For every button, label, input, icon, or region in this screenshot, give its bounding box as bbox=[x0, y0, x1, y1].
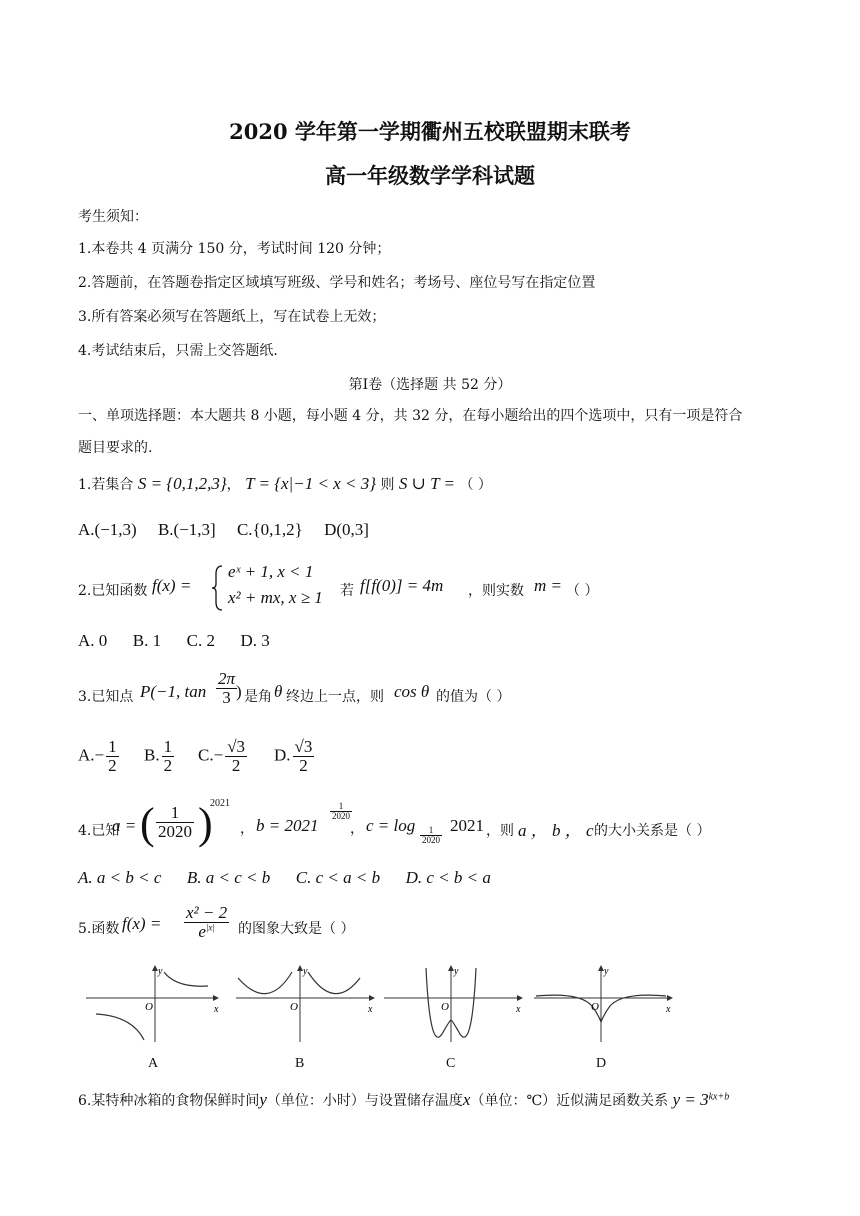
svg-text:x: x bbox=[214, 1004, 219, 1015]
q3-mid2: 终边上一点，则 bbox=[286, 689, 384, 705]
q3-point-post: ) bbox=[236, 682, 242, 701]
part1-instructions-line2: 题目要求的. bbox=[78, 440, 153, 456]
q4-option-a: A. a < b < c bbox=[78, 868, 162, 887]
graph-label-a: A bbox=[148, 1056, 159, 1071]
q2-fx: f(x) = bbox=[152, 576, 192, 595]
q3-prefix: 3.已知点 bbox=[78, 689, 134, 705]
q2-brace bbox=[210, 564, 224, 612]
question-4: 4.已知 a = ( $\frac{1}{2020}$ ) 2021 ， b = 2021 $\frac{1}{2020}$ ， c = log $\frac{1}{2020}$ 2021 ，则 a ， b ， c 的大小关系是（ ） bbox=[78, 798, 711, 848]
svg-text:x: x bbox=[516, 1004, 521, 1015]
q4-vars: a ， b ， c bbox=[518, 821, 594, 840]
q2-option-d: D. 3 bbox=[240, 631, 270, 650]
q1-set-s: S = {0,1,2,3} bbox=[137, 474, 227, 493]
q5-graphs bbox=[80, 962, 780, 1072]
q3-point-pre: P(−1, tan bbox=[140, 682, 207, 701]
q3-mid: 是角 bbox=[244, 689, 272, 705]
graph-a bbox=[86, 966, 219, 1042]
svg-text:O: O bbox=[441, 1001, 449, 1013]
notice-item: 2.答题前，在答题卷指定区域填写班级、学号和姓名；考场号、座位号写在指定位置 bbox=[78, 275, 596, 291]
q1-set-t: T = {x|−1 < x < 3} bbox=[245, 474, 376, 493]
q3-theta: θ bbox=[274, 682, 283, 701]
graph-label-b: B bbox=[295, 1056, 305, 1071]
svg-text:y: y bbox=[303, 966, 308, 977]
notice-heading: 考生须知： bbox=[78, 209, 148, 225]
q4-b-eq: b = 2021 bbox=[256, 816, 319, 835]
q1-prefix: 1.若集合 bbox=[78, 477, 134, 493]
q2-option-a: A. 0 bbox=[78, 631, 108, 650]
q4-post2: 的大小关系是（ ） bbox=[594, 823, 711, 839]
notice-item: 1.本卷共 4 页满分 150 分，考试时间 120 分钟； bbox=[78, 241, 391, 257]
part1-instructions-line1: 一、单项选择题：本大题共 8 小题，每小题 4 分，共 32 分，在每小题给出的四个选项中，只有一项是符合 bbox=[78, 408, 743, 424]
q4-option-d: D. c < b < a bbox=[405, 868, 491, 887]
q1-union: S ∪ T = bbox=[398, 474, 456, 493]
notice-item: 4.考试结束后，只需上交答题纸. bbox=[78, 343, 278, 359]
q4-options bbox=[78, 868, 491, 888]
q2-condition: f[f(0)] = 4m bbox=[360, 576, 444, 595]
q1-option-a: A.(−1,3) bbox=[78, 520, 137, 539]
q1-paren: （ ） bbox=[459, 477, 492, 493]
graph-label-c: C bbox=[446, 1056, 456, 1071]
svg-text:O: O bbox=[145, 1001, 153, 1013]
svg-text:O: O bbox=[290, 1001, 298, 1013]
q3-cos: cos θ bbox=[394, 682, 430, 701]
q2-case2: x² + mx, x ≥ 1 bbox=[228, 588, 323, 607]
q6-formula: y = 3 bbox=[672, 1090, 709, 1109]
q2-cond-pre: 若 bbox=[340, 583, 354, 599]
q2-option-c: C. 2 bbox=[186, 631, 215, 650]
graph-label-d: D bbox=[596, 1056, 607, 1071]
q5-frac: $\frac{\text{x² − 2}}{e^{|x|}}$ bbox=[186, 903, 228, 941]
graph-c bbox=[384, 966, 522, 1042]
q5-prefix: 5.函数 bbox=[78, 921, 120, 937]
q6-exp: kx+b bbox=[708, 1091, 730, 1103]
q6-t1: （单位：小时）与设置储存温度 bbox=[266, 1093, 463, 1109]
svg-text:x: x bbox=[368, 1004, 373, 1015]
q4-c-arg: 2021 bbox=[450, 816, 484, 835]
q5-fx: f(x) = bbox=[122, 914, 162, 933]
svg-text:y: y bbox=[158, 966, 163, 977]
q4-option-c: C. c < a < b bbox=[295, 868, 381, 887]
q4-c-eq: c = log bbox=[366, 816, 416, 835]
q2-case1: eˣ + 1, x < 1 bbox=[228, 562, 314, 581]
q2-paren: （ ） bbox=[566, 583, 599, 599]
svg-text:x: x bbox=[666, 1004, 671, 1015]
q4-a-exp: 2021 bbox=[210, 798, 230, 809]
question-6 bbox=[78, 1090, 729, 1110]
q4-b-exp: $\frac{1}{2020}$ bbox=[332, 801, 350, 822]
q4-post: ，则 bbox=[486, 823, 514, 839]
q2-cond-post: ，则实数 bbox=[468, 583, 524, 599]
q6-text: 6.某特种冰箱的食物保鲜时间 bbox=[78, 1093, 260, 1109]
graph-b bbox=[236, 966, 374, 1042]
q6-t2: （单位：℃）近似满足函数关系 bbox=[470, 1093, 669, 1109]
question-1 bbox=[78, 474, 492, 494]
q1-sep: ， bbox=[226, 477, 241, 493]
q4-a-eq: a = bbox=[112, 816, 137, 835]
q3-option-a: A.− $\frac{1}{2}$ bbox=[78, 737, 117, 775]
q3-frac bbox=[216, 670, 237, 707]
q4-prefix: 4.已知 bbox=[78, 823, 120, 839]
q3-option-b: B. $\frac{1}{2}$ bbox=[144, 737, 173, 775]
q1-option-b: B.(−1,3] bbox=[157, 520, 216, 539]
svg-text:O: O bbox=[591, 1001, 599, 1013]
notice-item: 3.所有答案必须写在答题纸上，写在试卷上无效； bbox=[78, 309, 386, 325]
section-title: 第Ⅰ卷（选择题 共 52 分） bbox=[348, 377, 512, 393]
svg-text:y: y bbox=[454, 966, 459, 977]
q2-m: m = bbox=[534, 576, 562, 595]
page-title-line1: 2020 学年第一学期衢州五校联盟期末联考 bbox=[229, 119, 631, 144]
q2-options bbox=[78, 631, 270, 651]
q1-option-c: C.{0,1,2} bbox=[236, 520, 303, 539]
q3-frac-den: 3 bbox=[222, 687, 231, 707]
q6-y: y bbox=[259, 1090, 267, 1109]
q2-option-b: B. 1 bbox=[132, 631, 162, 650]
q5-post: 的图象大致是（ ） bbox=[238, 921, 355, 937]
graph-d bbox=[534, 966, 672, 1042]
q4-option-b: B. a < c < b bbox=[186, 868, 271, 887]
q3-option-d: D. $\frac{√3}{2}$ bbox=[274, 737, 313, 775]
q1-mid: 则 bbox=[380, 477, 395, 493]
q4-a-frac: $\frac{1}{2020}$ bbox=[158, 803, 192, 841]
q4-c-base: $\frac{1}{2020}$ bbox=[422, 825, 440, 846]
q3-frac-num: 2π bbox=[218, 669, 236, 688]
q2-prefix: 2.已知函数 bbox=[78, 583, 148, 599]
q1-option-d: D(0,3] bbox=[324, 520, 369, 539]
page-title-line2: 高一年级数学学科试题 bbox=[325, 163, 535, 188]
q1-options bbox=[78, 520, 369, 540]
q3-option-c: C.− $\frac{√3}{2}$ bbox=[198, 737, 246, 775]
q6-x: x bbox=[462, 1090, 471, 1109]
q3-post: 的值为（ ） bbox=[436, 689, 511, 705]
svg-text:y: y bbox=[604, 966, 609, 977]
